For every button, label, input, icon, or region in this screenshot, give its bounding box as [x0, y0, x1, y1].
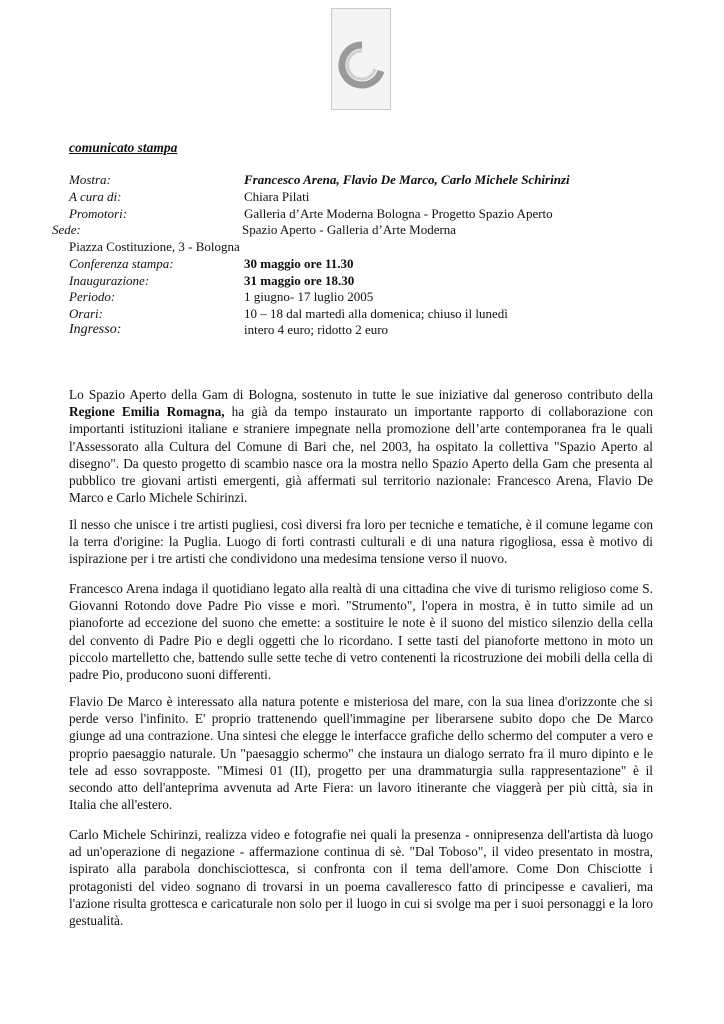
circular-arc-logo-icon	[336, 39, 388, 91]
info-value: Galleria d’Arte Moderna Bologna - Progetto Spazio Aperto	[244, 206, 553, 221]
paragraph-puglia: Il nesso che unisce i tre artisti pugliesi, così diversi fra loro per tecniche e tematiche, è il comune legame con la terra d'origine: la Puglia. Luogo di forti contrasti culturali e di una natura rigogliosa, essa è motivo di ispirazione per i tre artisti che condividono una medesima tensione verso il nuovo.	[69, 517, 653, 567]
info-label: Ingresso:	[69, 322, 122, 337]
info-value: 30 maggio ore 11.30	[244, 256, 354, 271]
document-heading: comunicato stampa	[69, 140, 178, 155]
info-label: Periodo:	[69, 289, 116, 304]
info-value: Chiara Pilati	[244, 189, 310, 204]
paragraph-bold-text: Regione Emilia Romagna,	[69, 404, 225, 420]
info-value: 31 maggio ore 18.30	[244, 273, 355, 288]
info-label: Promotori:	[69, 206, 128, 221]
paragraph-de-marco: Flavio De Marco è interessato alla natura potente e misteriosa del mare, con la sua linea d'orizzonte che si perde verso l'infinito. E' proprio trattenendo quell'immagine per liberarsene subito dopo che De Marco giunge ad una contrazione. Una sintesi che elegge le interfacce grafiche dello schermo del computer a vero e proprio paesaggio naturale. Un "paesaggio schermo" che instaura un dialogo serrato fra il muro dipinto e le tele ad esso sovrapposte. "Mimesi 01 (II), progetto per una drammaturgia sulla rappresentazione" è il secondo atto dell'anteprima avvenuta ad Arte Fiera: un lavoro itinerante che viaggerà per più città, sia in Italia che all'estero.	[69, 694, 653, 813]
info-label: Orari:	[69, 306, 103, 321]
paragraph-text: Lo Spazio Aperto della Gam di Bologna, sostenuto in tutte le sue iniziative dal generoso contributo della	[69, 387, 653, 402]
info-label: Sede:	[52, 222, 81, 237]
paragraph-intro	[69, 386, 653, 506]
info-value: 10 – 18 dal martedì alla domenica; chiuso il lunedì	[244, 306, 508, 321]
logo	[331, 8, 391, 110]
paragraph-schirinzi: Carlo Michele Schirinzi, realizza video e fotografie nei quali la presenza - onnipresenza dell'artista dà luogo ad un'operazione di negazione - affermazione continua di sè. "Dal Toboso", il video presentato in mostra, ispirato alla parabola donchisciottesca, si confronta con il tema dell'amore. Come Don Chisciotte i protagonisti del video sognano di trovarsi in un poema cavalleresco fatto di principesse e cavalieri, ma l'azione risulta grottesca e caricaturale non solo per il luogo in cui si svolge ma per i suoi personaggi e la loro gestualità.	[69, 827, 653, 929]
info-value: Francesco Arena, Flavio De Marco, Carlo Michele Schirinzi	[244, 172, 570, 187]
info-label: Inaugurazione:	[69, 273, 150, 288]
info-value: intero 4 euro; ridotto 2 euro	[244, 322, 389, 337]
paragraph-arena: Francesco Arena indaga il quotidiano legato alla realtà di una cittadina che vive di turismo religioso come S. Giovanni Rotondo dove Padre Pio visse e morì. "Strumento", l'opera in mostra, è in tutto simile ad un pianoforte ad eccezione del suono che emette: a sostituire le note è il suono del mistico silenzio della cella del convento di Padre Pio e degli oggetti che lo ricordano. I sette tasti del pianoforte mettono in moto un piccolo martelletto che, battendo sulle sette teche di vetro contenenti la ricostruzione dei mobili della cella di padre Pio, producono suoni differenti.	[69, 581, 653, 683]
info-value: Spazio Aperto - Galleria d’Arte Moderna	[242, 222, 457, 237]
info-label: A cura di:	[69, 189, 122, 204]
info-label: Mostra:	[69, 172, 111, 187]
info-label: Conferenza stampa:	[69, 256, 174, 271]
paragraph-text: ha già da tempo instaurato un importante rapporto di collaborazione con importanti istituzioni italiane e straniere impegnate nella promozione dell’arte contemporanea fra le quali l'Assessorato alla Cultura del Comune di Bari che, nel 2003, ha ospitato la collettiva "Spazio Aperto al disegno". Da questo progetto di scambio nasce ora la mostra nello Spazio Aperto della Gam che presenta al pubblico tre giovani artisti emergenti, già affermati sul territorio nazionale: Francesco Arena, Flavio De Marco e Carlo Michele Schirinzi.	[69, 404, 653, 506]
info-value: 1 giugno- 17 luglio 2005	[244, 289, 374, 304]
address: Piazza Costituzione, 3 - Bologna	[69, 239, 240, 254]
